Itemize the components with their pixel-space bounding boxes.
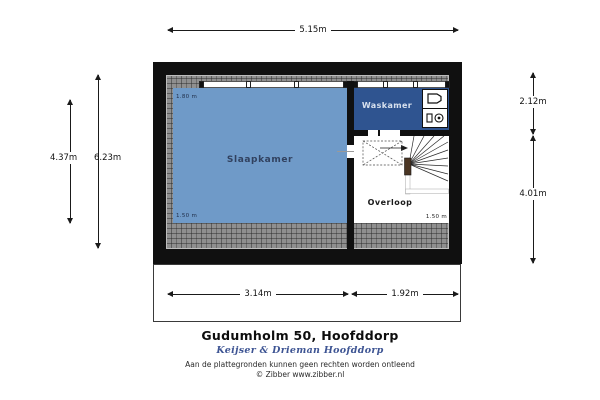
arrow-up-icon xyxy=(530,135,536,141)
arrow-up-icon xyxy=(530,72,536,78)
dimension-right-top-label: 2.12m xyxy=(519,97,547,107)
floor-plan-interior xyxy=(166,75,449,249)
dimension-left-inner-label: 4.37m xyxy=(50,153,78,163)
dimension-bottom-left xyxy=(168,288,348,300)
arrow-down-icon xyxy=(95,243,101,249)
floor-plan xyxy=(153,62,462,264)
window-mullion xyxy=(445,81,450,88)
room-label: Slaapkamer xyxy=(226,155,294,165)
headroom-note: 1.50 m xyxy=(176,213,198,219)
footer-address: Gudumholm 50, Hoofddorp xyxy=(201,328,399,343)
window-band xyxy=(200,81,347,88)
footer-copyright: © Zibber www.zibber.nl xyxy=(255,370,345,379)
window-mullion xyxy=(294,81,299,88)
bottom-dimension-box xyxy=(153,264,461,322)
stairwell-edge xyxy=(406,189,449,194)
headroom-note: 1.50 m xyxy=(425,214,447,220)
dimension-bottom-right xyxy=(352,288,458,300)
stair-direction-arrow-icon xyxy=(380,145,408,151)
skylight-dashed-box xyxy=(363,141,402,165)
arrow-up-icon xyxy=(95,74,101,80)
footer-disclaimer: Aan de plattegronden kunnen geen rechten worden ontleend xyxy=(185,360,415,369)
window-mullion xyxy=(246,81,251,88)
stair-treads xyxy=(409,136,448,181)
dimension-right-bottom-label: 4.01m xyxy=(519,189,547,199)
washing-machine-icon xyxy=(422,108,448,128)
dimension-bottom-right-label: 1.92m xyxy=(387,289,422,299)
room-waskamer xyxy=(354,88,449,130)
dimension-top-label: 5.15m xyxy=(295,25,330,35)
headroom-note: 1.80 m xyxy=(176,94,198,100)
room-slaapkamer xyxy=(173,88,347,223)
room-label: Overloop xyxy=(367,198,413,207)
room-label: Waskamer xyxy=(361,101,413,110)
interior-wall xyxy=(347,158,354,249)
window-mullion xyxy=(199,81,204,88)
window-mullion xyxy=(383,81,388,88)
arrow-down-icon xyxy=(67,218,73,224)
window-band xyxy=(354,81,449,88)
window-mullion xyxy=(413,81,418,88)
arrow-down-icon xyxy=(530,258,536,264)
footer xyxy=(0,328,600,379)
dimension-bottom-left-label: 3.14m xyxy=(240,289,275,299)
dimension-left-outer-label: 6.23m xyxy=(94,153,122,163)
newel-post xyxy=(405,158,412,175)
room-overloop xyxy=(354,136,449,223)
sink-icon xyxy=(422,89,448,109)
stairs xyxy=(354,136,449,223)
dimension-top xyxy=(168,24,458,36)
footer-agency: Keijser & Drieman Hoofddorp xyxy=(216,345,384,356)
arrow-up-icon xyxy=(67,99,73,105)
